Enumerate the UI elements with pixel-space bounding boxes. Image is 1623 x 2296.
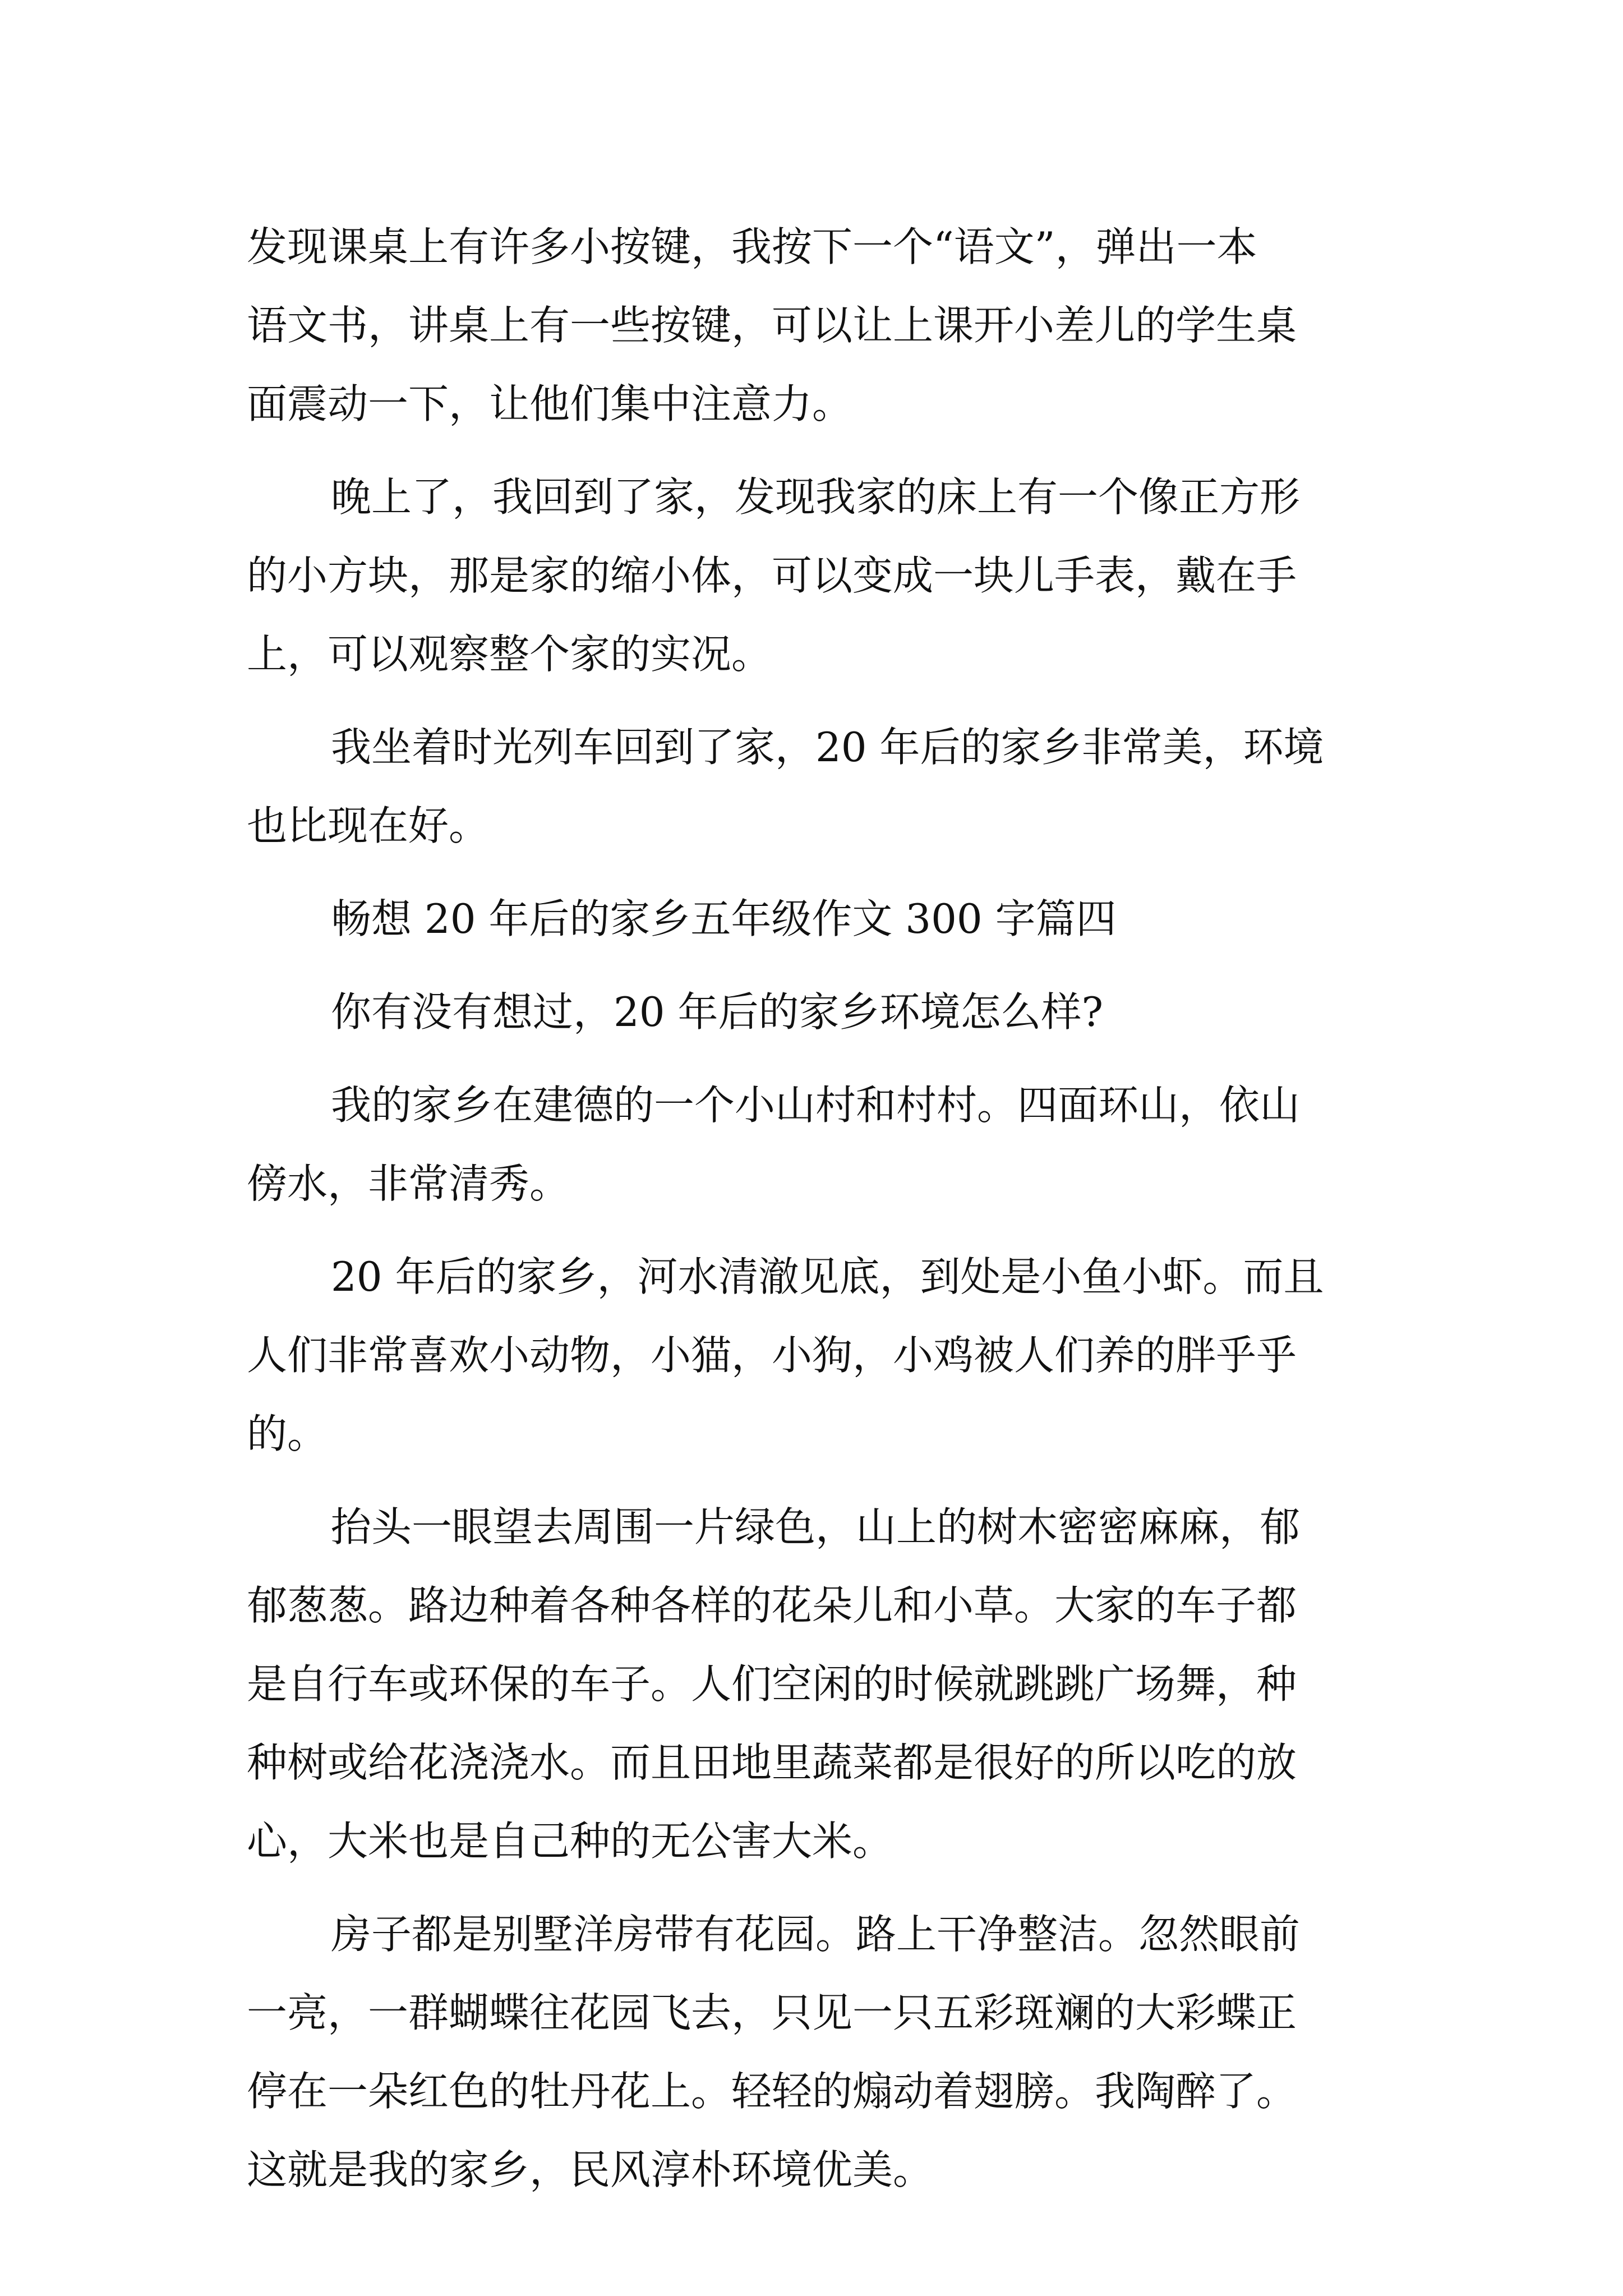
text-line: 一亮，一群蝴蝶往花园飞去，只见一只五彩斑斓的大彩蝶正 [247,1989,1297,2036]
text-line: 的小方块，那是家的缩小体，可以变成一块儿手表，戴在手 [247,552,1297,599]
text-line: 是自行车或环保的车子。人们空闲的时候就跳跳广场舞，种 [247,1660,1297,1708]
paragraph [247,208,1413,443]
text-line: 你有没有想过，20 年后的家乡环境怎么样? [331,988,1104,1036]
text-line: 上，可以观察整个家的实况。 [247,631,772,678]
paragraph [247,458,1413,693]
paragraph [247,1895,1413,2209]
text-line: 心，大米也是自己种的无公害大米。 [247,1818,893,1865]
text-line: 语文书，讲桌上有一些按键，可以让上课开小差儿的学生桌 [247,302,1297,349]
text-line: 我的家乡在建德的一个小山村和村村。四面环山，依山 [331,1082,1301,1129]
text-line: 畅想 20 年后的家乡五年级作文 300 字篇四 [331,895,1117,942]
text-line: 我坐着时光列车回到了家，20 年后的家乡非常美，环境 [331,724,1324,771]
text-line: 晚上了，我回到了家，发现我家的床上有一个像正方形 [331,473,1301,521]
text-line: 这就是我的家乡，民风淳朴环境优美。 [247,2146,934,2193]
document-body [247,208,1413,2224]
paragraph [247,1488,1413,1880]
text-line: 面震动一下，让他们集中注意力。 [247,380,853,427]
text-line: 人们非常喜欢小动物，小猫，小狗，小鸡被人们养的胖乎乎 [247,1332,1297,1379]
section-heading [247,880,1413,958]
text-line: 抬头一眼望去周围一片绿色，山上的树木密密麻麻，郁 [331,1503,1301,1550]
text-line: 停在一朵红色的牡丹花上。轻轻的煽动着翅膀。我陶醉了。 [247,2068,1297,2115]
paragraph [247,708,1413,865]
text-line: 20 年后的家乡，河水清澈见底，到处是小鱼小虾。而且 [331,1253,1324,1300]
text-line: 傍水，非常清秀。 [247,1160,570,1207]
paragraph [247,1066,1413,1223]
text-line: 的。 [247,1410,328,1457]
text-line: 郁葱葱。路边种着各种各样的花朵儿和小草。大家的车子都 [247,1582,1297,1629]
paragraph [247,1237,1413,1473]
text-line: 种树或给花浇浇水。而且田地里蔬菜都是很好的所以吃的放 [247,1739,1297,1786]
text-line: 发现课桌上有许多小按键，我按下一个“语文”，弹出一本 [247,223,1257,270]
paragraph [247,973,1413,1051]
text-line: 房子都是别墅洋房带有花园。路上干净整洁。忽然眼前 [331,1911,1301,1958]
text-line: 也比现在好。 [247,802,490,849]
